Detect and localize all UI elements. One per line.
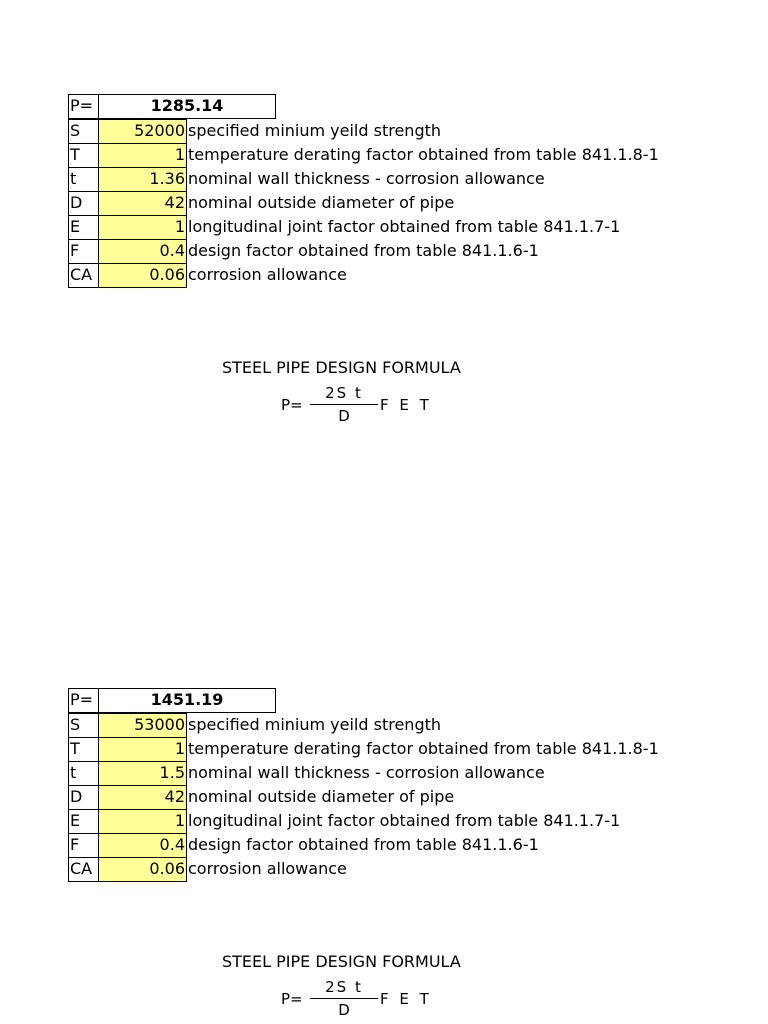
param-value[interactable]: 52000 — [98, 119, 187, 144]
param-description[interactable]: temperature derating factor obtained from table 841.1.8-1 — [188, 145, 659, 164]
param-description[interactable]: corrosion allowance — [188, 265, 347, 284]
param-description[interactable]: longitudinal joint factor obtained from table 841.1.7-1 — [188, 811, 621, 830]
param-value[interactable]: 42 — [98, 785, 187, 810]
param-description[interactable]: nominal outside diameter of pipe — [188, 193, 455, 212]
param-symbol[interactable]: E — [68, 215, 99, 240]
param-symbol[interactable]: S — [68, 713, 99, 738]
param-value[interactable]: 1.5 — [98, 761, 187, 786]
fraction-bar — [310, 998, 378, 999]
param-symbol[interactable]: t — [68, 167, 99, 192]
fraction-bar — [310, 404, 378, 405]
param-value[interactable]: 0.06 — [98, 857, 187, 882]
formula-tail: F E T — [380, 990, 432, 1008]
design-formula — [281, 978, 441, 1022]
param-value[interactable]: 1 — [98, 143, 187, 168]
param-value[interactable]: 0.06 — [98, 263, 187, 288]
param-value[interactable]: 53000 — [98, 713, 187, 738]
param-value[interactable]: 42 — [98, 191, 187, 216]
param-symbol[interactable]: D — [68, 785, 99, 810]
param-symbol[interactable]: T — [68, 143, 99, 168]
formula-fraction — [310, 978, 378, 1019]
param-symbol[interactable]: CA — [68, 857, 99, 882]
formula-denominator: D — [338, 407, 350, 425]
param-value[interactable]: 1 — [98, 215, 187, 240]
param-symbol[interactable]: F — [68, 239, 99, 264]
design-formula — [281, 384, 441, 428]
param-symbol[interactable]: T — [68, 737, 99, 762]
param-description[interactable]: design factor obtained from table 841.1.6-1 — [188, 241, 539, 260]
param-description[interactable]: corrosion allowance — [188, 859, 347, 878]
param-symbol[interactable]: CA — [68, 263, 99, 288]
param-symbol[interactable]: t — [68, 761, 99, 786]
param-description[interactable]: specified minium yeild strength — [188, 121, 442, 140]
param-description[interactable]: nominal wall thickness - corrosion allowance — [188, 169, 545, 188]
param-symbol[interactable]: S — [68, 119, 99, 144]
param-description[interactable]: longitudinal joint factor obtained from table 841.1.7-1 — [188, 217, 621, 236]
param-description[interactable]: specified minium yeild strength — [188, 715, 442, 734]
param-description[interactable]: design factor obtained from table 841.1.6-1 — [188, 835, 539, 854]
result-value[interactable]: 1451.19 — [98, 688, 276, 713]
formula-numerator: 2S t — [325, 384, 363, 402]
param-value[interactable]: 1.36 — [98, 167, 187, 192]
formula-fraction — [310, 384, 378, 425]
param-description[interactable]: nominal wall thickness - corrosion allowance — [188, 763, 545, 782]
formula-numerator: 2S t — [325, 978, 363, 996]
param-value[interactable]: 0.4 — [98, 239, 187, 264]
param-value[interactable]: 1 — [98, 737, 187, 762]
param-value[interactable]: 1 — [98, 809, 187, 834]
param-value[interactable]: 0.4 — [98, 833, 187, 858]
param-symbol[interactable]: F — [68, 833, 99, 858]
result-value[interactable]: 1285.14 — [98, 94, 276, 119]
result-symbol[interactable]: P= — [68, 688, 99, 713]
formula-denominator: D — [338, 1001, 350, 1019]
param-description[interactable]: temperature derating factor obtained from table 841.1.8-1 — [188, 739, 659, 758]
param-description[interactable]: nominal outside diameter of pipe — [188, 787, 455, 806]
formula-title: STEEL PIPE DESIGN FORMULA — [222, 358, 461, 377]
param-symbol[interactable]: E — [68, 809, 99, 834]
formula-lhs: P= — [281, 990, 303, 1008]
formula-lhs: P= — [281, 396, 303, 414]
formula-tail: F E T — [380, 396, 432, 414]
result-symbol[interactable]: P= — [68, 94, 99, 119]
param-symbol[interactable]: D — [68, 191, 99, 216]
formula-title: STEEL PIPE DESIGN FORMULA — [222, 952, 461, 971]
